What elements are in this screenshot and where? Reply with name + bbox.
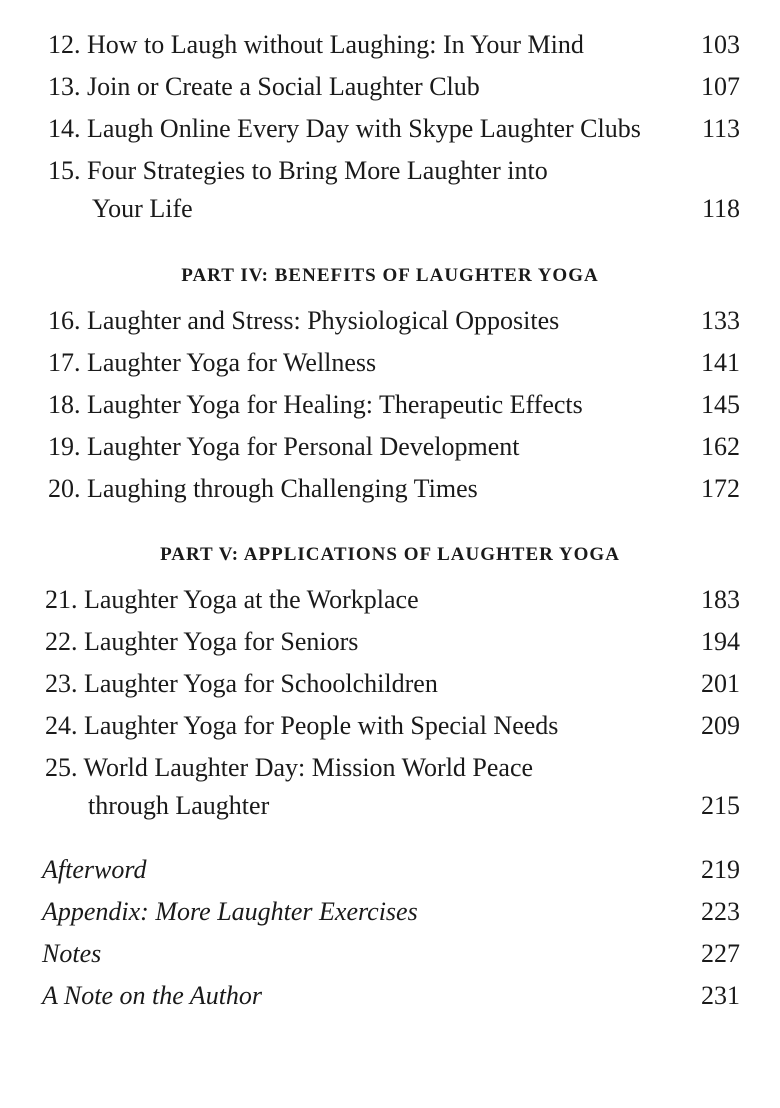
toc-entry-title: 18. Laughter Yoga for Healing: Therapeutic Effects [48, 390, 583, 419]
toc-entry-title: 25. World Laughter Day: Mission World Peace [45, 753, 534, 782]
toc-entry-title: 14. Laugh Online Every Day with Skype Laughter Clubs [48, 114, 641, 143]
toc-entry-title: 19. Laughter Yoga for Personal Development [48, 432, 520, 461]
back-matter-title: A Note on the Author [42, 981, 263, 1010]
toc-entry-page: 133 [701, 306, 740, 335]
back-matter-title: Appendix: More Laughter Exercises [42, 897, 418, 926]
toc-entry-title: 21. Laughter Yoga at the Workplace [45, 585, 419, 614]
toc-entry-page: 118 [701, 194, 740, 223]
toc-entry-title: 23. Laughter Yoga for Schoolchildren [45, 669, 438, 698]
toc-entry-page: 172 [701, 474, 740, 503]
back-matter-title: Notes [42, 939, 102, 968]
toc-entry-title: 16. Laughter and Stress: Physiological Opposites [48, 306, 560, 335]
toc-entry-page: 145 [701, 390, 740, 419]
toc-entry-title: 24. Laughter Yoga for People with Special Needs [45, 711, 559, 740]
toc-entry-title-continued: Your Life [92, 194, 193, 223]
toc-entry-title-continued: through Laughter [88, 791, 270, 820]
toc-entry-title: 22. Laughter Yoga for Seniors [45, 627, 359, 656]
toc-entry-title: 17. Laughter Yoga for Wellness [48, 348, 377, 377]
toc-entry-title: 12. How to Laugh without Laughing: In Your Mind [48, 30, 584, 59]
toc-entry-page: 201 [701, 669, 740, 698]
part-heading: PART IV: BENEFITS OF LAUGHTER YOGA [181, 265, 599, 286]
back-matter-page: 223 [701, 897, 740, 926]
back-matter-page: 227 [701, 939, 740, 968]
toc-entry-page: 215 [701, 791, 740, 820]
toc-entry-title: 13. Join or Create a Social Laughter Club [48, 72, 480, 101]
toc-entry-page: 194 [701, 627, 740, 656]
toc-entry-title: 15. Four Strategies to Bring More Laughter into [48, 156, 548, 185]
toc-entry-page: 209 [701, 711, 740, 740]
toc-entry-page: 141 [701, 348, 740, 377]
toc-entry-page: 183 [701, 585, 740, 614]
back-matter-page: 219 [701, 855, 740, 884]
part-heading: PART V: APPLICATIONS OF LAUGHTER YOGA [160, 544, 620, 565]
toc-entry-page: 107 [701, 72, 740, 101]
toc-entry-title: 20. Laughing through Challenging Times [48, 474, 478, 503]
toc-entry-page: 162 [701, 432, 740, 461]
back-matter-title: Afterword [42, 855, 147, 884]
toc-entry-page: 103 [701, 30, 740, 59]
back-matter-page: 231 [701, 981, 740, 1010]
toc-entry-page: 113 [701, 114, 740, 143]
